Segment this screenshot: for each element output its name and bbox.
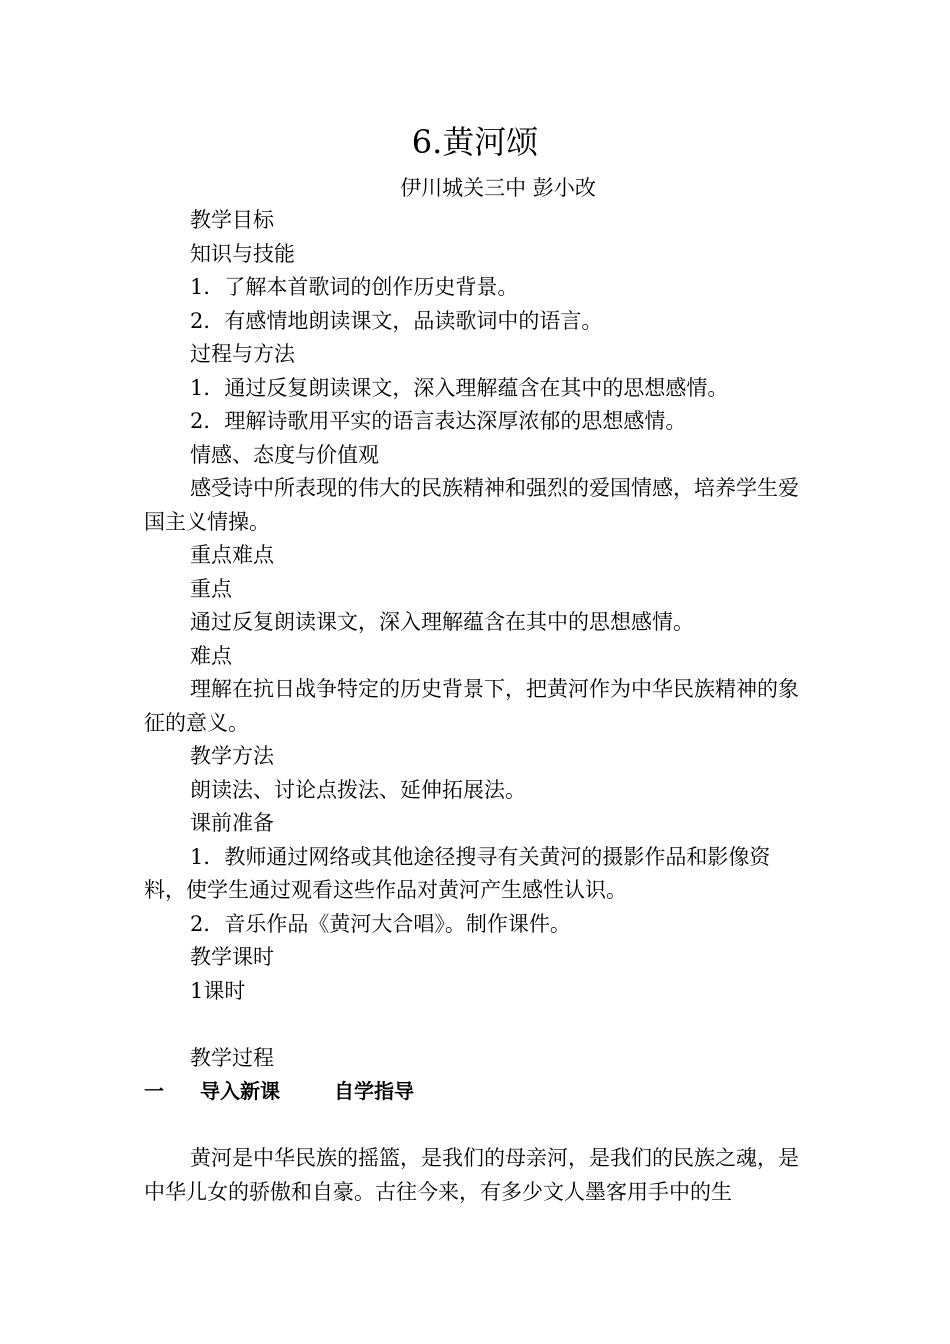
emotion-heading: 情感、态度与价值观 <box>190 442 379 467</box>
prep-heading: 课前准备 <box>190 811 274 835</box>
key-difficult-heading: 重点难点 <box>190 543 274 567</box>
blank-line <box>144 1008 810 1042</box>
process-item-2: 2．理解诗歌用平实的语言表达深厚浓郁的思想感情。 <box>190 409 687 433</box>
hours-heading: 教学课时 <box>190 945 274 969</box>
knowledge-item-2: 2．有感情地朗读课文，品读歌词中的语言。 <box>190 308 603 333</box>
section-title-a: 导入新课 <box>200 1079 280 1103</box>
method-text: 朗读法、讨论点拨法、延伸拓展法。 <box>190 777 526 802</box>
knowledge-item-1: 1．了解本首歌词的创作历史背景。 <box>190 275 519 299</box>
intro-text: 黄河是中华民族的摇篮，是我们的母亲河，是我们的民族之魂，是中华儿女的骄傲和自豪。古往今来，有多少文人墨客用手中的生 <box>144 1146 799 1204</box>
process-main-heading: 教学过程 <box>190 1045 274 1070</box>
document-body <box>144 204 810 1209</box>
section-number: 一 <box>144 1079 164 1103</box>
document-title: 6.黄河颂 <box>411 123 539 161</box>
process-item-1: 1．通过反复朗读课文，深入理解蕴含在其中的思想感情。 <box>190 375 729 400</box>
method-heading: 教学方法 <box>190 744 274 768</box>
hours-text: 1课时 <box>190 978 246 1003</box>
key-heading: 重点 <box>190 576 232 601</box>
document-author: 伊川城关三中 彭小改 <box>400 176 596 200</box>
difficult-text: 理解在抗日战争特定的历史背景下，把黄河作为中华民族精神的象征的意义。 <box>144 677 799 735</box>
difficult-heading: 难点 <box>190 643 232 668</box>
emotion-text: 感受诗中所表现的伟大的民族精神和强烈的爱国情感，培养学生爱国主义情操。 <box>144 476 799 534</box>
prep-item-1: 1．教师通过网络或其他途径搜寻有关黄河的摄影作品和影像资料，使学生通过观看这些作品对黄河产生感性认识。 <box>144 844 771 902</box>
section-heading <box>144 1075 810 1109</box>
key-text: 通过反复朗读课文，深入理解蕴含在其中的思想感情。 <box>190 610 694 634</box>
knowledge-heading: 知识与技能 <box>190 241 295 266</box>
section-title-b: 自学指导 <box>334 1079 414 1103</box>
process-heading: 过程与方法 <box>190 342 295 366</box>
objectives-heading: 教学目标 <box>190 208 274 232</box>
prep-item-2: 2．音乐作品《黄河大合唱》。制作课件。 <box>190 911 571 936</box>
blank-line <box>144 1109 810 1143</box>
